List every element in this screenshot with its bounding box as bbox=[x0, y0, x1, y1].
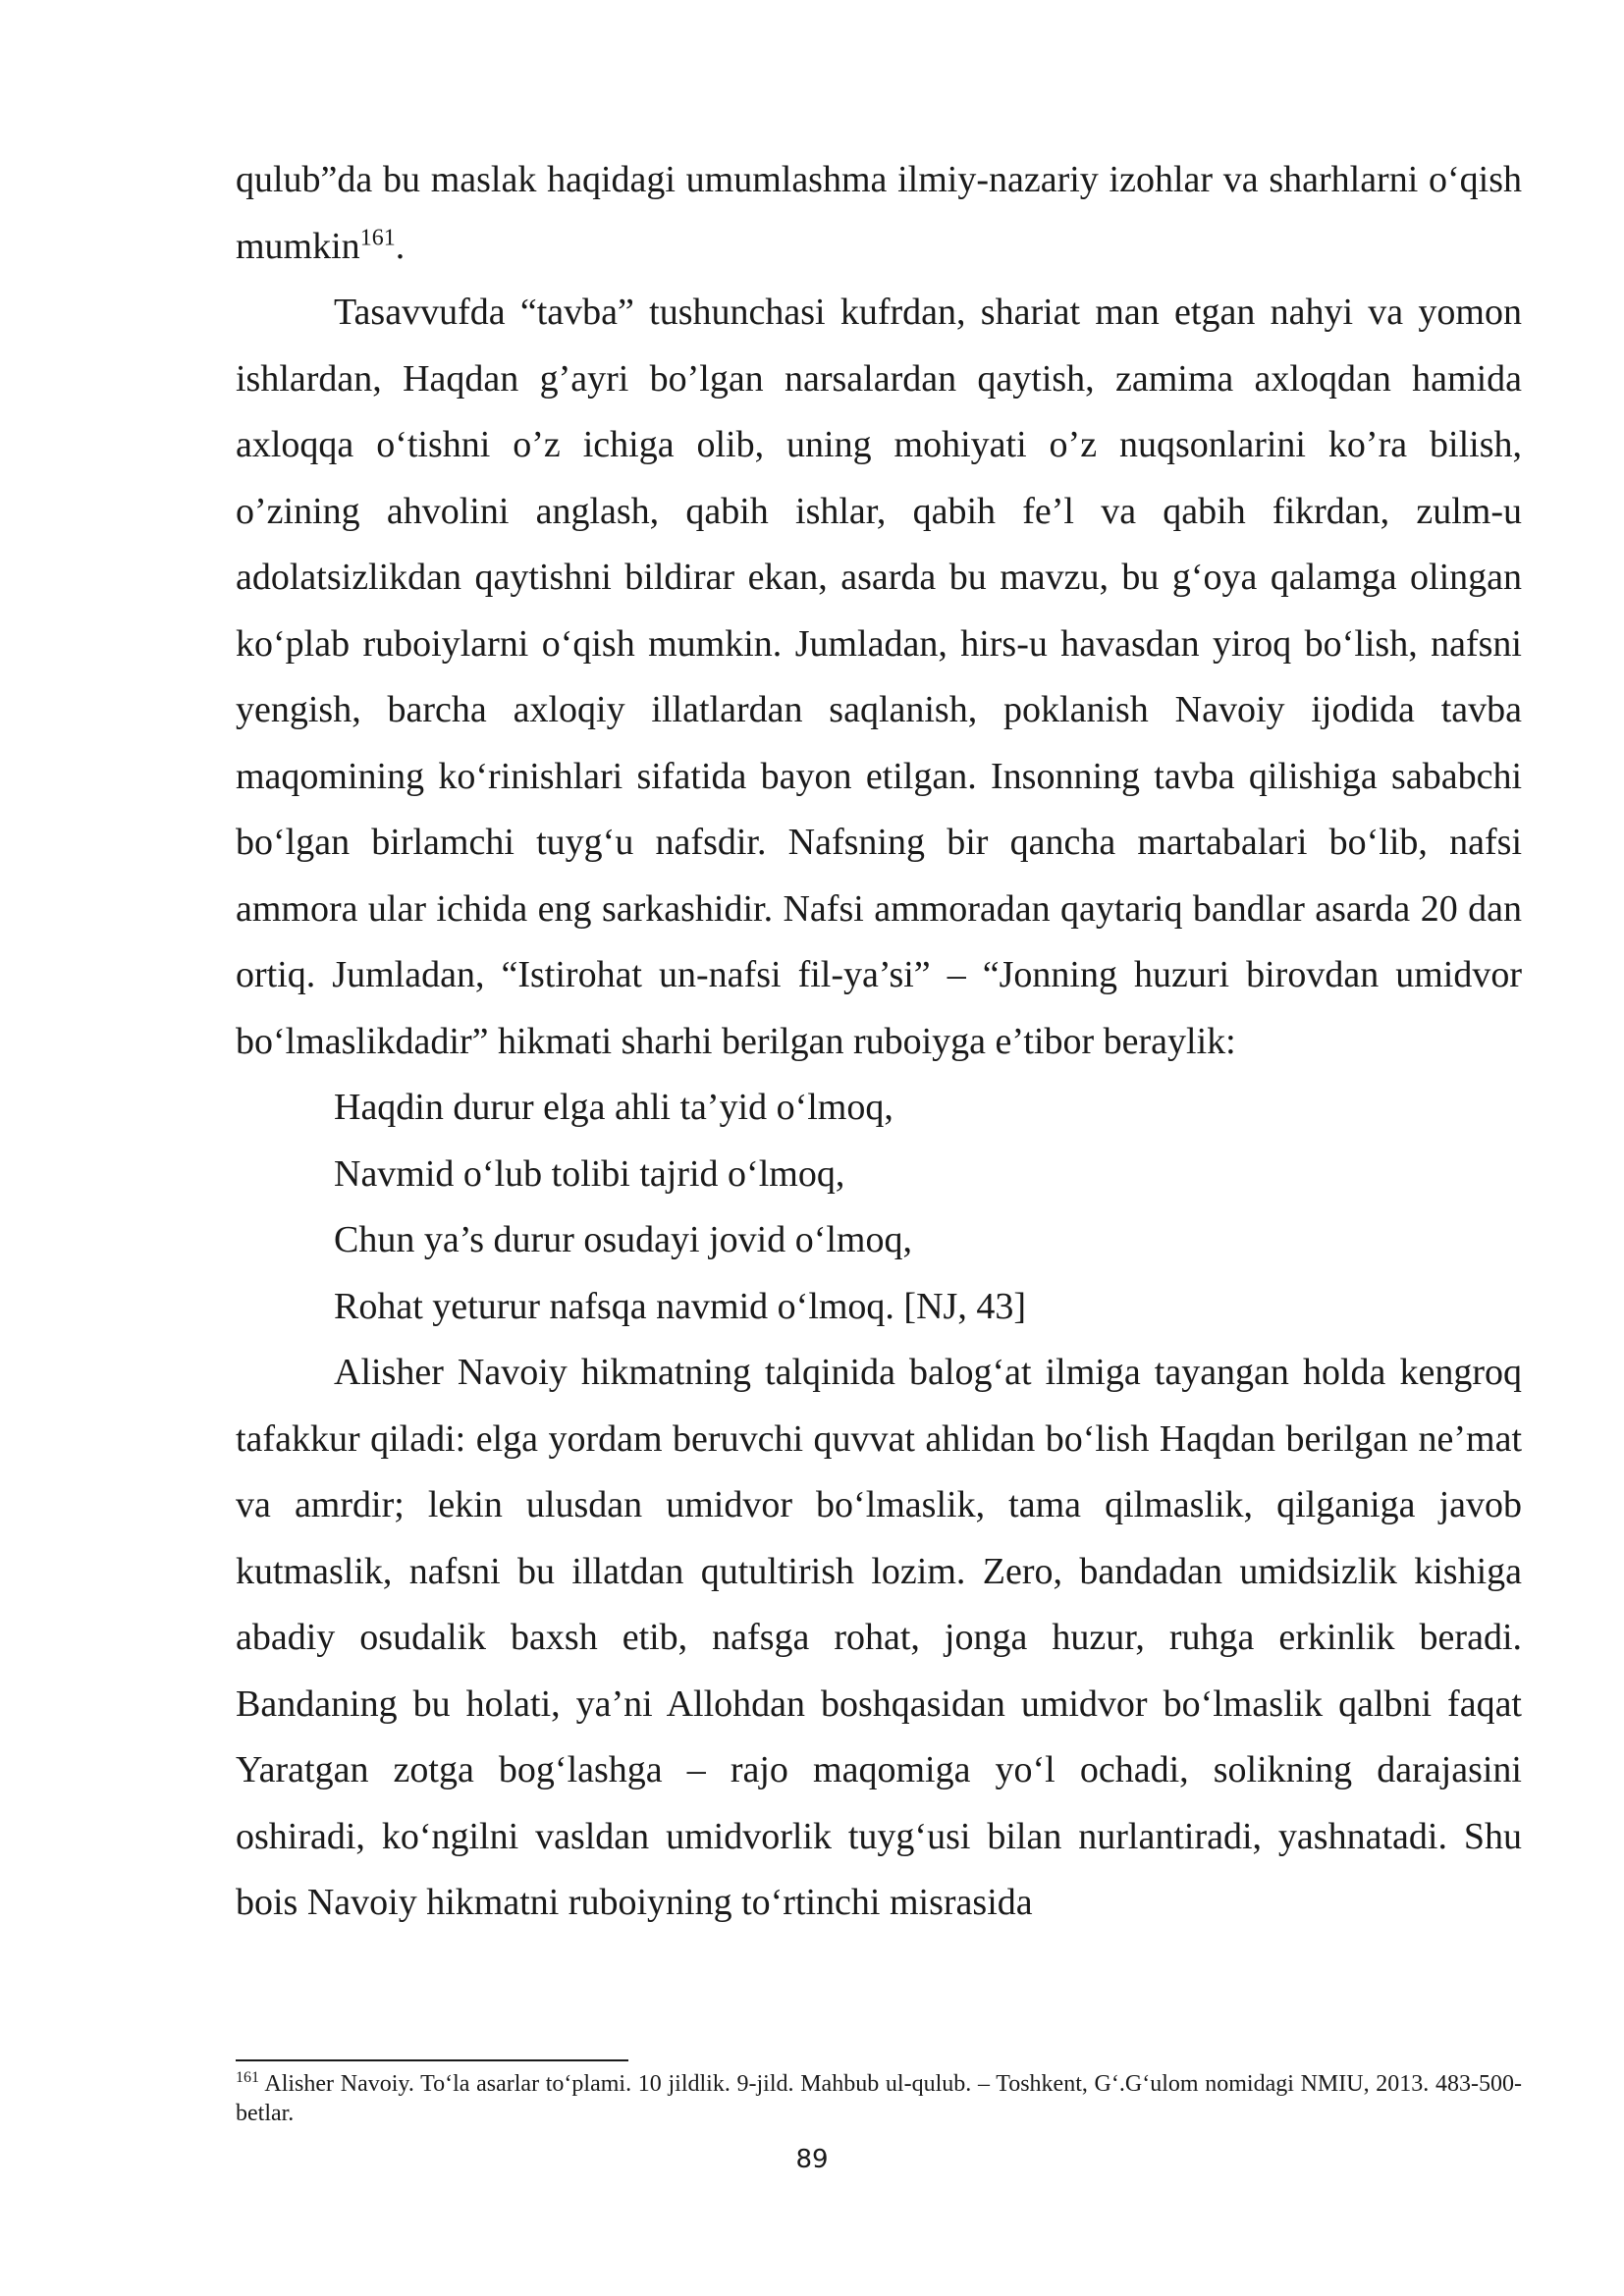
paragraph-tavba: Tasavvufda “tavba” tushunchasi kufrdan, shariat man etgan nahyi va yomon ishlardan, Haqdan g’ayri bo’lgan narsalardan qaytish, zamima axloqdan hamida axloqqa o‘tishni o’z ichiga olib, uning mohiyati o’z nuqsonlarini ko’ra bilish, o’zining ahvolini anglash, qabih ishlar, qabih fe’l va qabih fikrdan, zulm-u adolatsizlikdan qaytishni bildirar ekan, asarda bu mavzu, bu g‘oya qalamga olingan ko‘plab ruboiylarni o‘qish mumkin. Jumladan, hirs-u havasdan yiroq bo‘lish, nafsni yengish, barcha axloqiy illatlardan saqlanish, poklanish Navoiy ijodida tavba maqomining ko‘rinishlari sifatida bayon etilgan. Insonning tavba qilishiga sababchi bo‘lgan birlamchi tuyg‘u nafsdir. Nafsning bir qancha martabalari bo‘lib, nafsi ammora ular ichida eng sarkashidir. Nafsi ammoradan qaytariq bandlar asarda 20 dan ortiq. Jumladan, “Istirohat un-nafsi fil-ya’si” – “Jonning huzuri birovdan umidvor bo‘lmaslikdadir” hikmati sharhi berilgan ruboiyga e’tibor beraylik: bbox=[236, 292, 1522, 1062]
paragraph-hikmat: Alisher Navoiy hikmatning talqinida balog‘at ilmiga tayangan holda kengroq tafakkur qiladi: elga yordam beruvchi quvvat ahlidan bo‘lish Haqdan berilgan ne’mat va amrdir; lekin ulusdan umidvor bo‘lmaslik, tama qilmaslik, qilganiga javob kutmaslik, nafsni bu illatdan qutultirish lozim. Zero, bandadan umidsizlik kishiga abadiy osudalik baxsh etib, nafsga rohat, jonga huzur, ruhga erkinlik beradi. Bandaning bu holati, ya’ni Allohdan boshqasidan umidvor bo‘lmaslik qalbni faqat Yaratgan zotga bog‘lashga – rajo maqomiga yo‘l ochadi, solikning darajasini oshiradi, ko‘ngilni vasldan umidvorlik tuyg‘usi bilan nurlantiradi, yashnatadi. Shu bois Navoiy hikmatni ruboiyning to‘rtinchi misrasida bbox=[236, 1352, 1522, 1923]
poem-line: Rohat yeturur nafsqa navmid o‘lmoq. [NJ, 43] bbox=[334, 1285, 1026, 1327]
footnote-divider bbox=[236, 2059, 628, 2061]
poem-quatrain bbox=[236, 1075, 1522, 1340]
page-number: 89 bbox=[795, 2145, 829, 2174]
footnote-text: Alisher Navoiy. To‘la asarlar to‘plami. 10 jildlik. 9-jild. Mahbub ul-qulub. – Toshkent, G‘.G‘ulom nomidagi NMIU, 2013. 483-500-betlar. bbox=[236, 2071, 1522, 2126]
paragraph-continuation bbox=[236, 147, 1522, 280]
footnote bbox=[236, 2069, 1522, 2128]
footnote-number: 161 bbox=[236, 2069, 259, 2086]
poem-line: Chun ya’s durur osudayi jovid o‘lmoq, bbox=[334, 1219, 912, 1260]
page-body bbox=[236, 147, 1522, 1937]
paragraph-tail: . bbox=[395, 225, 406, 267]
footnote-reference[interactable]: 161 bbox=[359, 224, 396, 250]
poem-line: Haqdin durur elga ahli ta’yid o‘lmoq, bbox=[334, 1087, 893, 1128]
poem-line: Navmid o‘lub tolibi tajrid o‘lmoq, bbox=[334, 1152, 845, 1195]
paragraph-text: qulub”da bu maslak haqidagi umumlashma ilmiy-nazariy izohlar va sharhlarni o‘qish mumkin bbox=[236, 159, 1522, 267]
